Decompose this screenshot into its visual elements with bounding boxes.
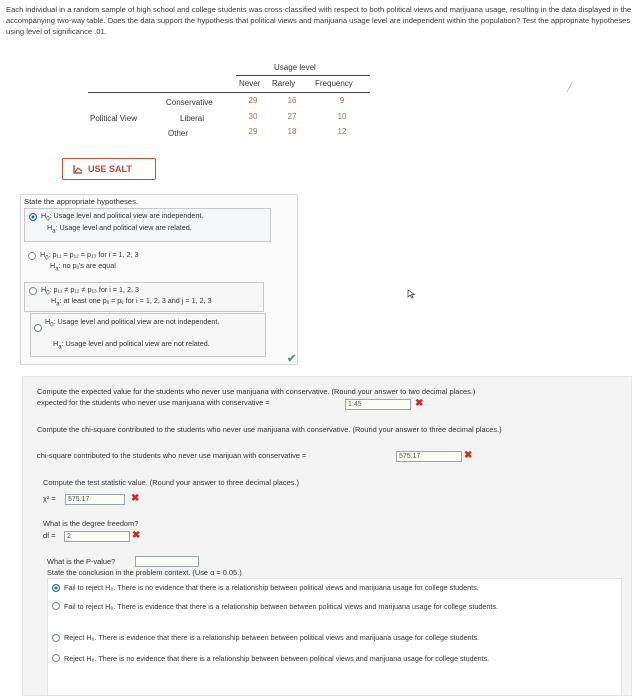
radio-selected[interactable] — [29, 213, 37, 221]
ha-text: Usage level and political view are not related. — [65, 339, 210, 348]
test-stat-question: Compute the test statistic value. (Round your answer to three decimal places.) — [43, 478, 299, 487]
h0-text: Usage level and political view are independent. — [53, 211, 204, 220]
column-header-never: Never — [239, 79, 261, 88]
conclusion-text: Reject H₀. There is evidence that there is a relationship between between political views and marijuana usage for college students. — [64, 633, 480, 642]
table-rule-header — [88, 92, 370, 93]
column-header-rarely: Rarely — [272, 79, 296, 88]
table-cell: 10 — [337, 112, 347, 121]
use-salt-button[interactable] — [62, 158, 156, 180]
use-salt-label: USE SALT — [88, 164, 132, 174]
expected-question: Compute the expected value for the students who never use marijuana with conservative. (Round your answer to two decimal places.) — [37, 387, 476, 396]
wrong-x-icon: ✖ — [415, 398, 424, 409]
pvalue-question: What is the P-value? — [47, 557, 116, 566]
contingency-table — [88, 62, 378, 146]
salt-icon — [73, 164, 83, 174]
pen-mark-icon: ╱ — [567, 82, 573, 92]
table-cell: 9 — [339, 96, 345, 105]
wrong-x-icon: ✖ — [131, 493, 140, 504]
table-cell: 29 — [248, 96, 258, 105]
table-cell: 30 — [248, 112, 258, 121]
chi-contrib-label: chi-square contributed to the students who never use marijuan with conservative = — [37, 451, 307, 460]
radio-unselected[interactable] — [34, 324, 42, 332]
df-question: What is the degree freedom? — [43, 519, 139, 528]
radio-unselected[interactable] — [29, 287, 37, 295]
chi-contrib-question: Compute the chi-square contributed to the students who never use marijuana with conservative. (Round your answer to three decimal places.) — [37, 425, 502, 434]
conclusion-text: Fail to reject H₀. There is evidence that there is a relationship between between political views and marijuana usage for college students. — [64, 602, 498, 611]
expected-label: expected for the students who never use marijuana with conservative = — [37, 398, 270, 407]
cursor-icon — [407, 289, 417, 299]
radio-unselected[interactable] — [52, 634, 60, 642]
column-header-frequency: Frequency — [315, 79, 353, 88]
test-stat-label: χ² = — [43, 494, 56, 503]
correct-check-icon: ✔ — [287, 353, 297, 365]
problem-statement: Each individual in a random sample of high school and college students was cross-classified with respect to both political views and marijuana usage, resulting in the data displayed in the accompanying two-way table. Does the data support the hypothesis that political views and marijuana usage level are independent within the population? Test the appropriate hypotheses using level of significance .01. — [6, 5, 632, 36]
row-label-conservative: Conservative — [166, 98, 213, 107]
expected-input[interactable]: 1.45 — [345, 399, 411, 410]
chi-contrib-input[interactable]: 575.17 — [396, 451, 462, 462]
conclusion-text: Fail to reject H₀. There is no evidence that there is a relationship between political views and marijuana usage for college students. — [64, 583, 479, 592]
h0-text: p₁₁ ≠ p₁₂ ≠ p₁₃ for i = 1, 2, 3 — [53, 285, 139, 294]
table-cell: 12 — [337, 127, 347, 136]
table-cell: 29 — [248, 127, 258, 136]
row-label-liberal: Liberal — [180, 114, 205, 123]
h0-text: Usage level and political view are not independent. — [57, 317, 220, 326]
pvalue-input[interactable] — [135, 556, 199, 567]
hypotheses-prompt: State the appropriate hypotheses. — [24, 197, 138, 206]
ha-text: Usage level and political view are related. — [59, 223, 192, 232]
hypothesis-option-4[interactable]: $H_0$: Usage level and political view are not independent. $H_a$: Usage level and political view are not related. — [30, 313, 266, 357]
conclusion-prompt: State the conclusion in the problem context. (Use α = 0.05.) — [47, 568, 242, 577]
radio-unselected[interactable] — [28, 252, 36, 260]
test-stat-input[interactable]: 575.17 — [65, 494, 125, 505]
table-rule-top — [236, 75, 370, 76]
row-label-other: Other — [168, 129, 189, 138]
radio-unselected[interactable] — [52, 602, 60, 610]
table-cell: 16 — [287, 96, 297, 105]
row-group-label: Political View — [90, 114, 137, 123]
conclusion-options — [47, 578, 622, 696]
conclusion-text: Reject H₀. There is no evidence that there is a relationship between between political views and marijuana usage for college students. — [64, 654, 490, 663]
hypothesis-option-2[interactable]: $H_0$: p₁₁ = p₁₂ = p₁₃ for i = 1, 2, 3 $H_a$: no pᵢⱼ's are equal — [24, 248, 224, 278]
radio-selected[interactable] — [52, 584, 60, 592]
table-cell: 27 — [287, 112, 297, 121]
ha-text: at least one pᵢⱼ = pᵢⱼ for i = 1, 2, 3 and j = 1, 2, 3 — [63, 296, 212, 305]
h0-text: p₁₁ = p₁₂ = p₁₃ for i = 1, 2, 3 — [52, 250, 139, 259]
df-input[interactable]: 2 — [64, 531, 130, 542]
df-label: df = — [43, 531, 56, 540]
wrong-x-icon: ✖ — [464, 450, 473, 461]
hypothesis-option-1[interactable]: $H_0$: Usage level and political view are independent. $H_a$: Usage level and political view are related. — [24, 208, 271, 242]
hypothesis-option-3[interactable]: $H_0$: p₁₁ ≠ p₁₂ ≠ p₁₃ for i = 1, 2, 3 $H_a$: at least one pᵢⱼ = pᵢⱼ for i = 1, 2, 3 and j = 1, 2, 3 — [24, 282, 264, 312]
wrong-x-icon: ✖ — [132, 530, 141, 541]
table-title: Usage level — [274, 63, 316, 72]
radio-unselected[interactable] — [52, 654, 60, 662]
table-cell: 18 — [287, 127, 297, 136]
ha-text: no pᵢⱼ's are equal — [62, 261, 116, 270]
